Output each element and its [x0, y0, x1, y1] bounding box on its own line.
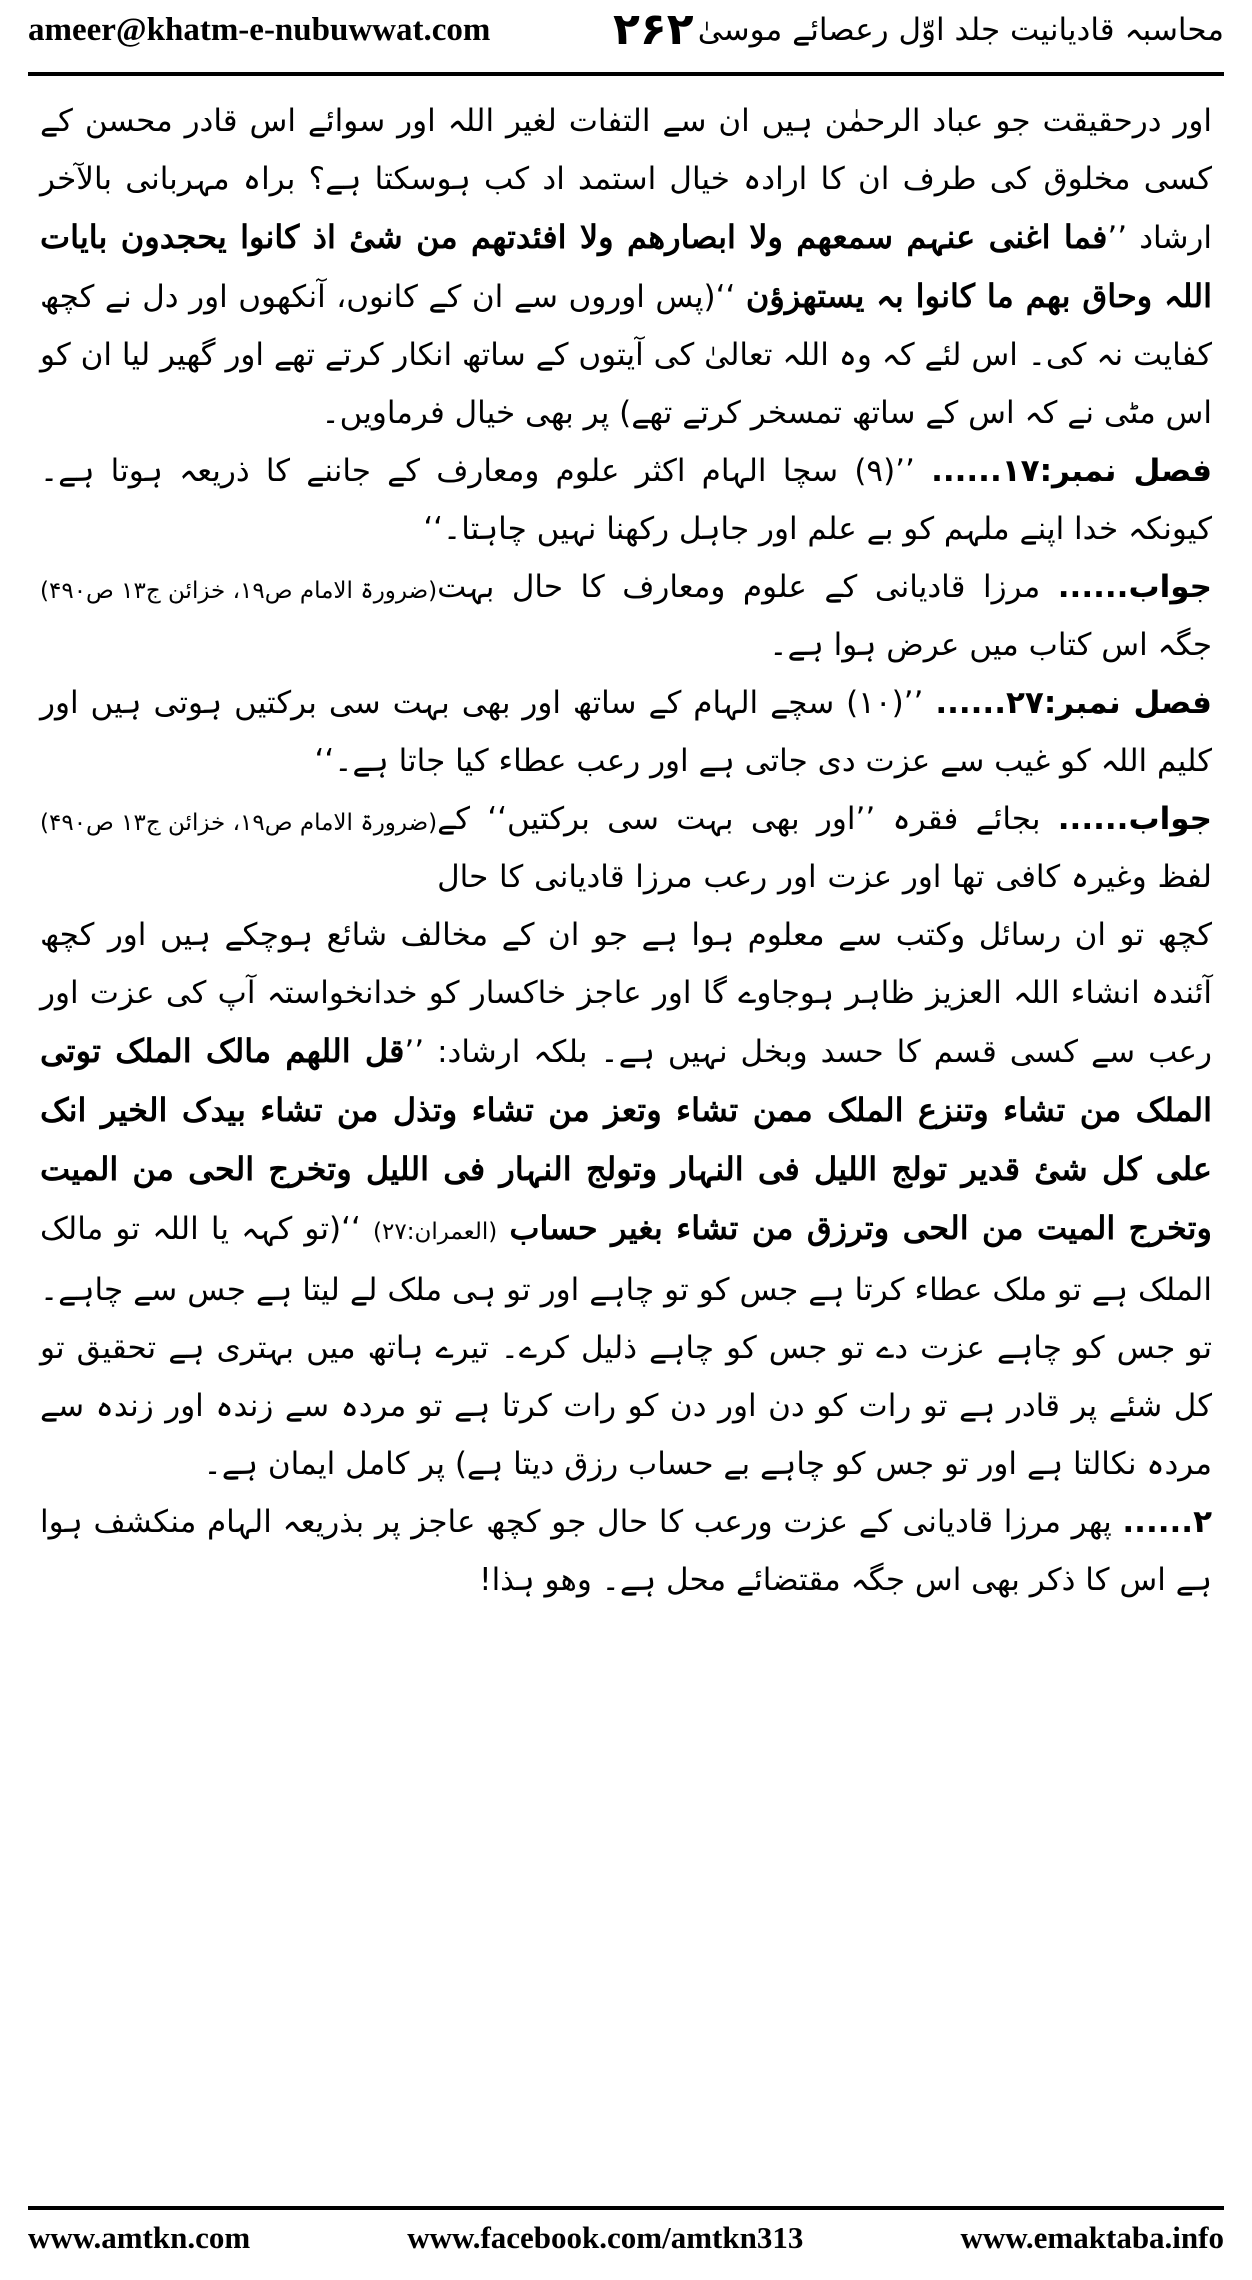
section-17-reference: (ضرورۃ الامام ص۱۹، خزائن ج۱۳ ص۴۹۰) — [40, 578, 438, 604]
quran-quote-1: فما اغنی عنہم سمعھم ولا ابصارھم ولا افئدتھم من شیٔ اذ کانوا یحجدون بایات اللہ وحاق بھم ما کانوا بہ یستھزؤن — [40, 218, 1213, 315]
answer-27-label: جواب...... — [1057, 801, 1212, 837]
paragraph-intro — [40, 92, 1212, 442]
intro-text: اور درحقیقت جو عباد الرحمٰن ہیں ان سے التفات لغیر اللہ اور سوائے اس قادر محسن کے کسی مخلوق کی طرف ان کا ارادہ خیال استمد اد کب ہوسکتا ہے؟ براہ مہربانی بالآخر ارشاد ’’ — [40, 103, 1213, 256]
point-2 — [40, 1493, 1212, 1609]
footer-link-facebook[interactable]: www.facebook.com/amtkn313 — [407, 2220, 804, 2255]
footer-link-amtkn[interactable]: www.amtkn.com — [28, 2220, 251, 2255]
section-17-label: فصل نمبر:۱۷...... — [931, 453, 1212, 489]
footer-link-emaktaba[interactable]: www.emaktaba.info — [960, 2220, 1224, 2255]
section-27-label: فصل نمبر:۲۷...... — [935, 685, 1212, 721]
page-footer — [28, 2220, 1224, 2272]
page-body — [40, 92, 1212, 2104]
point-2-label: ۲...... — [1122, 1504, 1212, 1540]
footer-rule — [28, 2206, 1224, 2210]
book-title: محاسبہ قادیانیت جلد اوّل رعصائے موسیٰ — [697, 12, 1224, 48]
section-17-text: ’’(۹) سچا الہام اکثر علوم ومعارف کے جاننے کا ذریعہ ہوتا ہے۔ کیونکہ خدا اپنے ملہم کو بے علم اور جاہل رکھنا نہیں چاہتا۔‘‘ — [40, 453, 1212, 547]
answer-27-translation: ‘‘(تو کہہ یا اللہ تو مالک الملک ہے تو ملک عطاء کرتا ہے جس کو تو چاہے اور تو ہی ملک لے لیتا ہے جس سے چاہے۔ تو جس کو چاہے عزت دے تو جس کو چاہے ذلیل کرے۔ تیرے ہاتھ میں بہتری ہے تحقیق تو کل شئے پر قادر ہے تو رات کو دن اور دن کو رات کرتا ہے تو مردہ سے زندہ اور زندہ سے مردہ نکالتا ہے اور تو جس کو چاہے بے حساب رزق دیتا ہے) پر کامل ایمان ہے۔ — [40, 1211, 1212, 1482]
ayah-reference: (العمران:۲۷) — [373, 1219, 498, 1245]
header-rule — [28, 72, 1224, 76]
section-27-reference: (ضرورۃ الامام ص۱۹، خزائن ج۱۳ ص۴۹۰) — [40, 810, 438, 836]
answer-27 — [40, 790, 1212, 1493]
intro-translation: ‘‘(پس اوروں سے ان کے کانوں، آنکھوں اور دل نے کچھ کفایت نہ کی۔ اس لئے کہ وہ اللہ تعالیٰ کی آیتوں کے ساتھ انکار کرتے تھے اور گھیر لیا ان کو اس مٹی نے کہ اس کے ساتھ تمسخر کرتے تھے) پر بھی خیال فرماویں۔ — [40, 279, 1212, 431]
header-email: ameer@khatm-e-nubuwwat.com — [28, 12, 491, 48]
section-27-text: ’’(۱۰) سچے الہام کے ساتھ اور بھی بہت سی برکتیں ہوتی ہیں اور کلیم اللہ کو غیب سے عزت دی جاتی ہے اور رعب عطاء کیا جاتا ہے۔‘‘ — [40, 685, 1212, 779]
point-2-text: پھر مرزا قادیانی کے عزت ورعب کا حال جو کچھ عاجز پر بذریعہ الہام منکشف ہوا ہے اس کا ذکر بھی اس جگہ مقتضائے محل ہے۔ وھو ہذا! — [40, 1504, 1212, 1598]
page-header — [28, 4, 1224, 70]
answer-17-label: جواب...... — [1057, 569, 1212, 605]
page-number: ۲۶۲ — [613, 4, 694, 55]
answer-27-text: بجائے فقرہ ’’اور بھی بہت سی برکتیں‘‘ کے لفظ وغیرہ کافی تھا اور عزت اور رعب مرزا قادیانی کا حال کچھ تو ان رسائل وکتب سے معلوم ہوا ہے جو ان کے مخالف شائع ہوچکے ہیں اور کچھ آئندہ انشاء اللہ العزیز ظاہر ہوجاوے گا اور عاجز خاکسار کو خدانخواستہ آپ کی عزت اور رعب سے کسی قسم کا حسد وبخل نہیں ہے۔ بلکہ ارشاد: ’’ — [40, 801, 1212, 1070]
answer-17-text: مرزا قادیانی کے علوم ومعارف کا حال بہت جگہ اس کتاب میں عرض ہوا ہے۔ — [437, 569, 1212, 663]
quran-quote-2: قل اللھم مالک الملک توتی الملک من تشاء وتنزع الملک ممن تشاء وتعز من تشاء وتذل من تشاء بیدک الخیر انک علی کل شیٔ قدیر تولج اللیل فی النہار وتولج النہار فی اللیل وتخرج الحی من المیت وتخرج المیت من الحی وترزق من تشاء بغیر حساب — [40, 1032, 1213, 1247]
